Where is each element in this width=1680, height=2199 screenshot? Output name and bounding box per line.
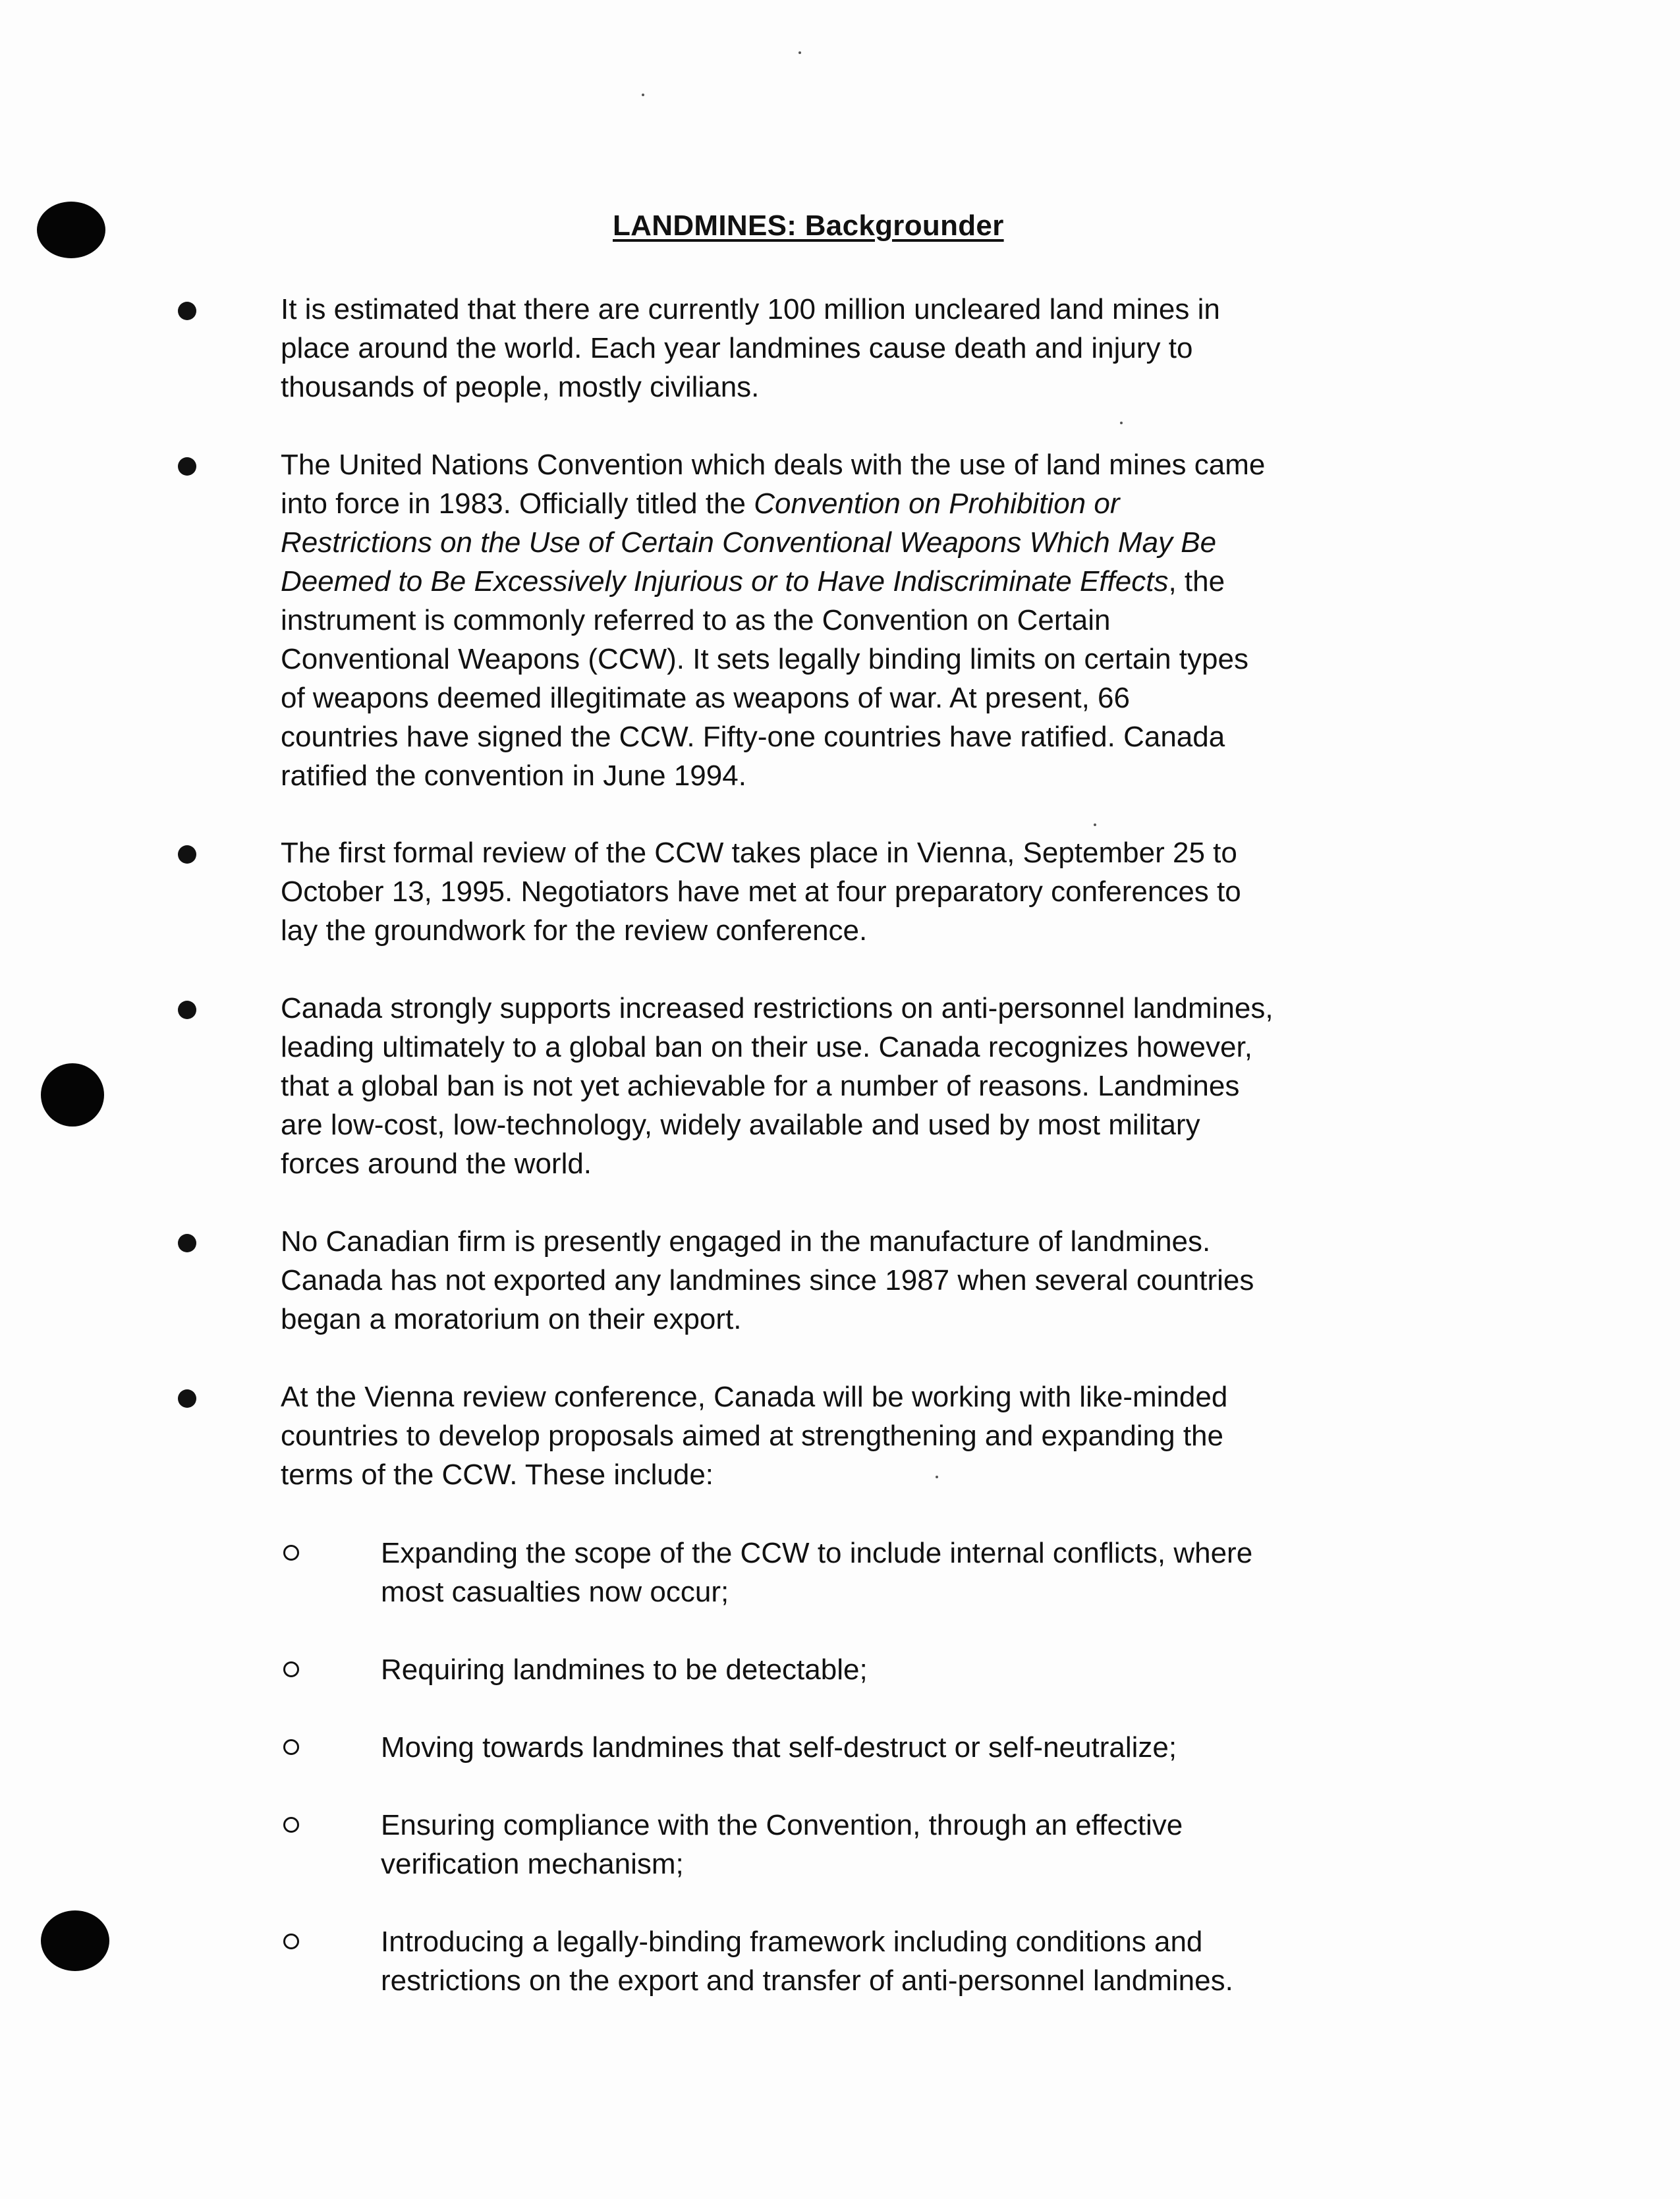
bullet-dot-icon [178, 1001, 196, 1019]
bullet-dot-icon [178, 845, 196, 864]
punch-hole-middle [41, 1063, 104, 1127]
sub-item-text: Requiring landmines to be detectable; [381, 1654, 868, 1686]
punch-hole-top [37, 202, 105, 258]
open-circle-icon [283, 1545, 299, 1561]
open-circle-icon [283, 1817, 299, 1833]
sub-item-text: Ensuring compliance with the Convention, through an effective verification mechanism; [381, 1809, 1183, 1880]
open-circle-icon [283, 1661, 299, 1677]
sub-item-text: Expanding the scope of the CCW to include internal conflicts, where most casualties now occur; [381, 1537, 1253, 1608]
bullet-text: It is estimated that there are currently 100 million uncleared land mines in place around the world. Each year landmines cause death and injury to thousands of people, mostly civilians. [281, 293, 1220, 403]
open-circle-icon [283, 1934, 299, 1949]
scan-speck [798, 51, 801, 54]
sub-item-text: Moving towards landmines that self-destruct or self-neutralize; [381, 1731, 1177, 1764]
bullet-dot-icon [178, 1389, 196, 1408]
scan-speck [1094, 823, 1096, 826]
sub-item-text: Introducing a legally-binding framework including conditions and restrictions on the export and transfer of anti-personnel landmines. [381, 1926, 1233, 1997]
convention-full-title: Convention on Prohibition or Restrictions on the Use of Certain Conventional Weapons Which May Be Deemed to Be Excessively Injurious or to Have Indiscriminate Effects [281, 487, 1217, 598]
bullet-dot-icon [178, 1234, 196, 1252]
bullet-text: No Canadian firm is presently engaged in the manufacture of landmines. Canada has not exported any landmines since 1987 when several countries began a moratorium on their export. [281, 1225, 1254, 1335]
punch-hole-bottom [41, 1910, 109, 1971]
open-circle-icon [283, 1739, 299, 1755]
bullet-text [281, 445, 1486, 795]
bullet-dot-icon [178, 302, 196, 320]
bullet-text: At the Vienna review conference, Canada will be working with like-minded countries to develop proposals aimed at strengthening and expanding the terms of the CCW. These include: [281, 1381, 1228, 1491]
bullet-text: The first formal review of the CCW takes place in Vienna, September 25 to October 13, 1995. Negotiators have met at four preparatory conferences to lay the groundwork for the review conference. [281, 837, 1241, 947]
page-title: LANDMINES: Backgrounder [613, 209, 1004, 242]
scan-speck [1120, 422, 1123, 424]
bullet-dot-icon [178, 457, 196, 476]
bullet-text-plain: , the instrument is commonly referred to as the Convention on Certain Conventional Weapons (CCW). It sets legally binding limits on certain types of weapons deemed illegitimate as weapons of war. At present, 66 countries have signed the CCW. Fifty-one countries have ratified. Canada ratified the convention in June 1994. [281, 565, 1248, 792]
bullet-text: Canada strongly supports increased restrictions on anti-personnel landmines, leading ultimately to a global ban on their use. Canada recognizes however, that a global ban is not yet achievable for a number of reasons. Landmines are low-cost, low-technology, widely available and used by most military forces around the world. [281, 992, 1274, 1180]
bullet-text-plain: The United Nations Convention which deals with the use of land mines came into force in 1983. Officially titled the [281, 449, 1266, 520]
scan-speck [642, 94, 644, 96]
